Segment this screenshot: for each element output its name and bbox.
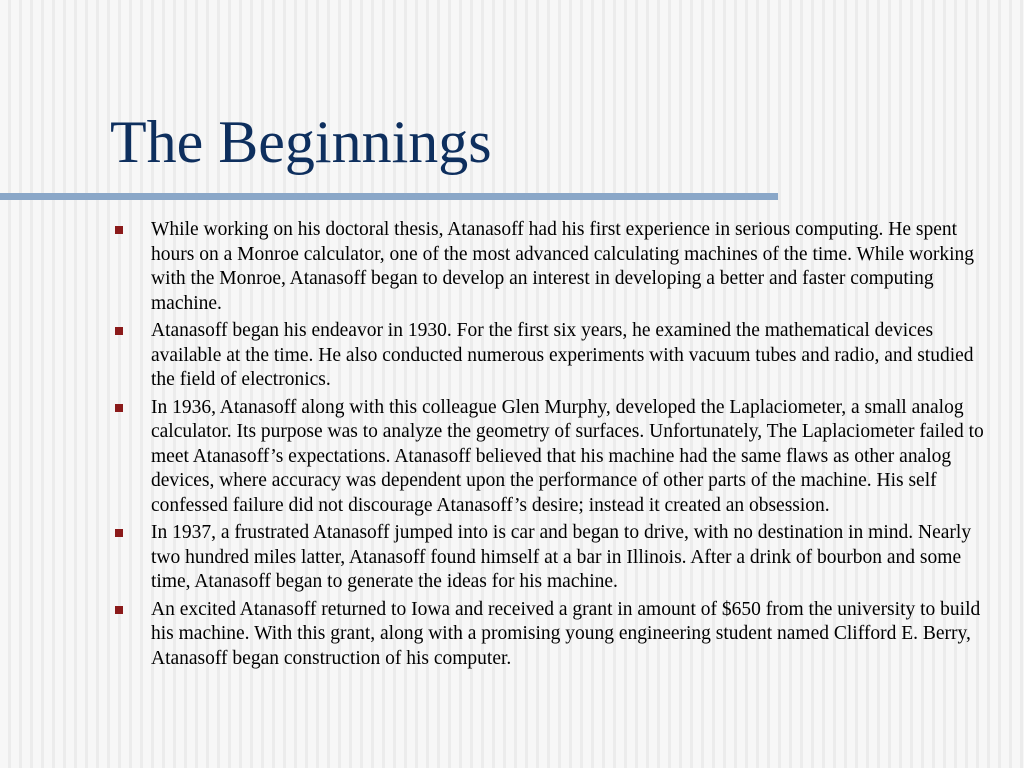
list-item	[0, 521, 1024, 595]
bullet-text: While working on his doctoral thesis, Atanasoff had his first experience in serious computing. He spent hours on a Monroe calculator, one of the most advanced calculating machines of the time. While working with the Monroe, Atanasoff began to develop an interest in developing a better and faster computing machine.	[151, 219, 975, 314]
square-bullet-icon	[115, 404, 123, 412]
bullet-text: In 1936, Atanasoff along with this colleague Glen Murphy, developed the Laplaciometer, a small analog calculator. Its purpose was to analyze the geometry of surfaces. Unfortunately, The Laplaciometer failed to meet Atanasoff’s expectations. Atanasoff believed that his machine had the same flaws as other analog devices, where accuracy was dependent upon the performance of other parts of the machine. His self confessed failure did not discourage Atanasoff’s desire; instead it created an obsession.	[151, 396, 984, 516]
bullet-text: In 1937, a frustrated Atanasoff jumped into is car and began to drive, with no destination in mind. Nearly two hundred miles latter, Atanasoff found himself at a bar in Illinois. After a drink of bourbon and some time, Atanasoff began to generate the ideas for his machine.	[151, 522, 972, 592]
list-item	[0, 218, 1024, 316]
square-bullet-icon	[115, 606, 123, 614]
square-bullet-icon	[115, 529, 123, 537]
list-item	[0, 319, 1024, 393]
square-bullet-icon	[115, 327, 123, 335]
slide-title: The Beginnings	[110, 109, 492, 175]
list-item	[0, 396, 1024, 519]
bullet-text: Atanasoff began his endeavor in 1930. For the first six years, he examined the mathematical devices available at the time. He also conducted numerous experiments with vacuum tubes and radio, and studied the field of electronics.	[151, 320, 974, 390]
square-bullet-icon	[115, 226, 123, 234]
title-divider	[0, 193, 778, 200]
list-item	[0, 598, 1024, 672]
bullet-text: An excited Atanasoff returned to Iowa and received a grant in amount of $650 from the university to build his machine. With this grant, along with a promising young engineering student named Clifford E. Berry, Atanasoff began construction of his computer.	[151, 598, 981, 669]
bullet-list	[0, 218, 1024, 674]
